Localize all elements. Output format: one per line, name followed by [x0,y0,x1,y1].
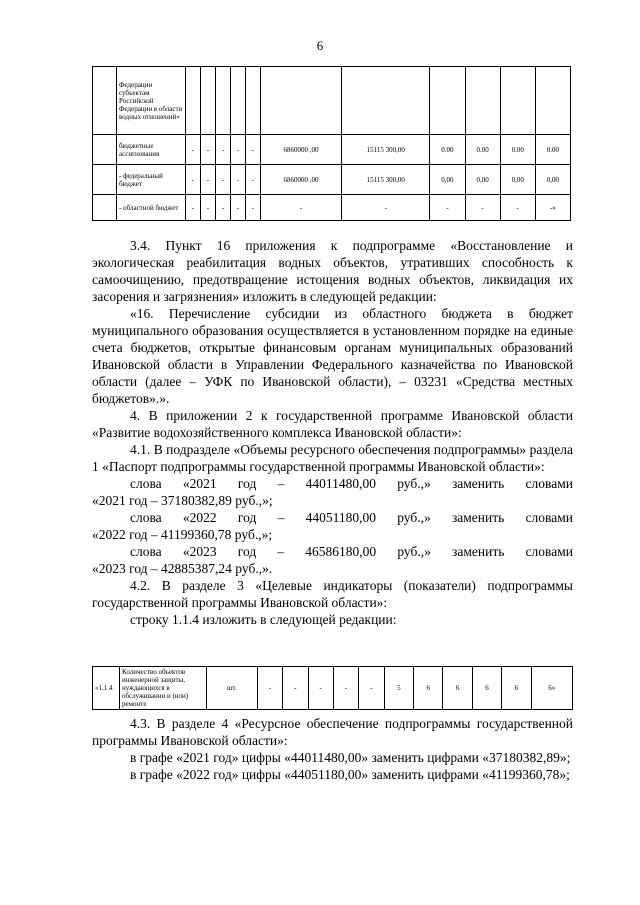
value-cell: 6860000 ,00 [260,135,341,165]
replace-2023-line2: «2023 год – 42885387,24 руб.,». [92,561,273,576]
value-cell [342,67,430,135]
value-cell: - [200,165,215,195]
indicator-value-cell: - [359,667,384,710]
value-cell: 0,00 [500,165,535,195]
body-text [92,237,573,628]
value-cell [465,67,500,135]
row-label: Федерации субъектам Российской Федерации в области водных отношений» [117,67,186,135]
paragraph-2021-figures: в графе «2021 год» цифры «44011480,00» заменить цифрами «37180382,89»; [130,750,571,765]
replace-2021-line2: «2021 год – 37180382,89 руб.,»; [92,493,273,508]
indicator-table [92,666,573,710]
indicator-value-cell: 6 [502,667,531,710]
value-cell: - [215,195,230,221]
value-cell: - [500,195,535,221]
indicator-value-cell: 5 [384,667,413,710]
unit-cell: шт. [207,667,258,710]
value-cell [200,67,215,135]
funding-table-row [93,165,571,195]
indicator-value-cell: 6 [443,667,472,710]
value-cell [535,67,570,135]
value-cell: - [186,195,201,221]
value-cell [230,67,245,135]
empty-cell [93,165,117,195]
value-cell [500,67,535,135]
row-label: - областной бюджет [117,195,186,221]
value-cell: 0.00 [465,135,500,165]
value-cell: 0.00 [535,135,570,165]
paragraph-4: 4. В приложении 2 к государственной программе Ивановской области «Развитие водохозяйственного комплекса Ивановской области»: [92,408,573,440]
indicator-value-cell: 6» [531,667,573,710]
value-cell [260,67,341,135]
row-label: - федеральный бюджет [117,165,186,195]
value-cell [245,67,260,135]
empty-cell [93,135,117,165]
value-cell [215,67,230,135]
paragraph-3-4: 3.4. Пункт 16 приложения к подпрограмме «Восстановление и экологическая реабилитация водных объектов, утративших способность к самоочищению, предотвращение истощения водных объектов, ликвидация их засорения и загрязнения» изложить в следующей редакции: [92,238,573,304]
replace-2022-line1: слова «2022 год – 44051180,00 руб.,» заменить словами [130,510,573,525]
paragraph-2022-figures: в графе «2022 год» цифры «44051180,00» заменить цифрами «41199360,78»; [130,767,570,782]
page-number: 6 [316,38,324,53]
value-cell: 0,00 [430,165,465,195]
value-cell: - [230,135,245,165]
value-cell: - [215,165,230,195]
empty-cell [93,195,117,221]
value-cell: - [230,165,245,195]
value-cell: 15115 300,00 [342,135,430,165]
value-cell: 15115 300,00 [342,165,430,195]
indicator-value-cell: - [333,667,358,710]
indicator-value-cell: - [283,667,308,710]
value-cell: - [186,165,201,195]
value-cell: - [260,195,341,221]
value-cell [430,67,465,135]
row-number: «1.1.4 [93,667,120,710]
value-cell: - [430,195,465,221]
value-cell: 0.00 [500,135,535,165]
value-cell: - [342,195,430,221]
value-cell: 6860000 ,00 [260,165,341,195]
value-cell: - [245,135,260,165]
value-cell: - [245,165,260,195]
indicator-row-1-1-4 [93,667,573,710]
value-cell: - [200,135,215,165]
replace-2021-line1: слова «2021 год – 44011480,00 руб.,» заменить словами [130,476,573,491]
value-cell: - [230,195,245,221]
replace-2022-line2: «2022 год – 41199360,78 руб.,»; [92,527,273,542]
funding-table-row [93,195,571,221]
value-cell: 0,00 [535,165,570,195]
value-cell: - [245,195,260,221]
value-cell: - [200,195,215,221]
value-cell [186,67,201,135]
funding-table [92,66,571,221]
value-cell: 0.00 [430,135,465,165]
indicator-value-cell: 6 [414,667,443,710]
funding-table-row [93,67,571,135]
value-cell: 0,00 [465,165,500,195]
paragraph-4-1: 4.1. В подразделе «Объемы ресурсного обеспечения подпрограммы» раздела 1 «Паспорт подпрограммы государственной программы Ивановской области»: [92,442,573,474]
value-cell: - [186,135,201,165]
value-cell: -» [535,195,570,221]
paragraph-16: «16. Перечисление субсидии из областного бюджета в бюджет муниципального образования осуществляется в установленном порядке на единые счета бюджетов, открытые финансовым органам муниципальных образований Ивановской области в Управлении Федерального казначейства по Ивановской области (далее – УФК по Ивановской области), – 03231 «Средства местных бюджетов».». [92,306,573,406]
row-label: бюджетные ассигнования [117,135,186,165]
paragraph-4-2: 4.2. В разделе 3 «Целевые индикаторы (показатели) подпрограммы государственной программы Ивановской области»: [92,578,573,610]
value-cell: - [465,195,500,221]
indicator-value-cell: - [308,667,333,710]
paragraph-4-3: 4.3. В разделе 4 «Ресурсное обеспечение подпрограммы государственной программы Ивановской области»: [92,716,573,748]
indicator-value-cell: 6 [472,667,501,710]
funding-table-row [93,135,571,165]
indicator-value-cell: - [257,667,282,710]
replace-2023-line1: слова «2023 год – 46586180,00 руб.,» заменить словами [130,544,573,559]
empty-cell [93,67,117,135]
indicator-label: Количество объектов инженерной защиты, нуждающихся в обслуживании и (или) ремонте [120,667,207,710]
value-cell: - [215,135,230,165]
body-text-lower [92,715,573,783]
paragraph-row-1-1-4: строку 1.1.4 изложить в следующей редакции: [130,612,397,627]
